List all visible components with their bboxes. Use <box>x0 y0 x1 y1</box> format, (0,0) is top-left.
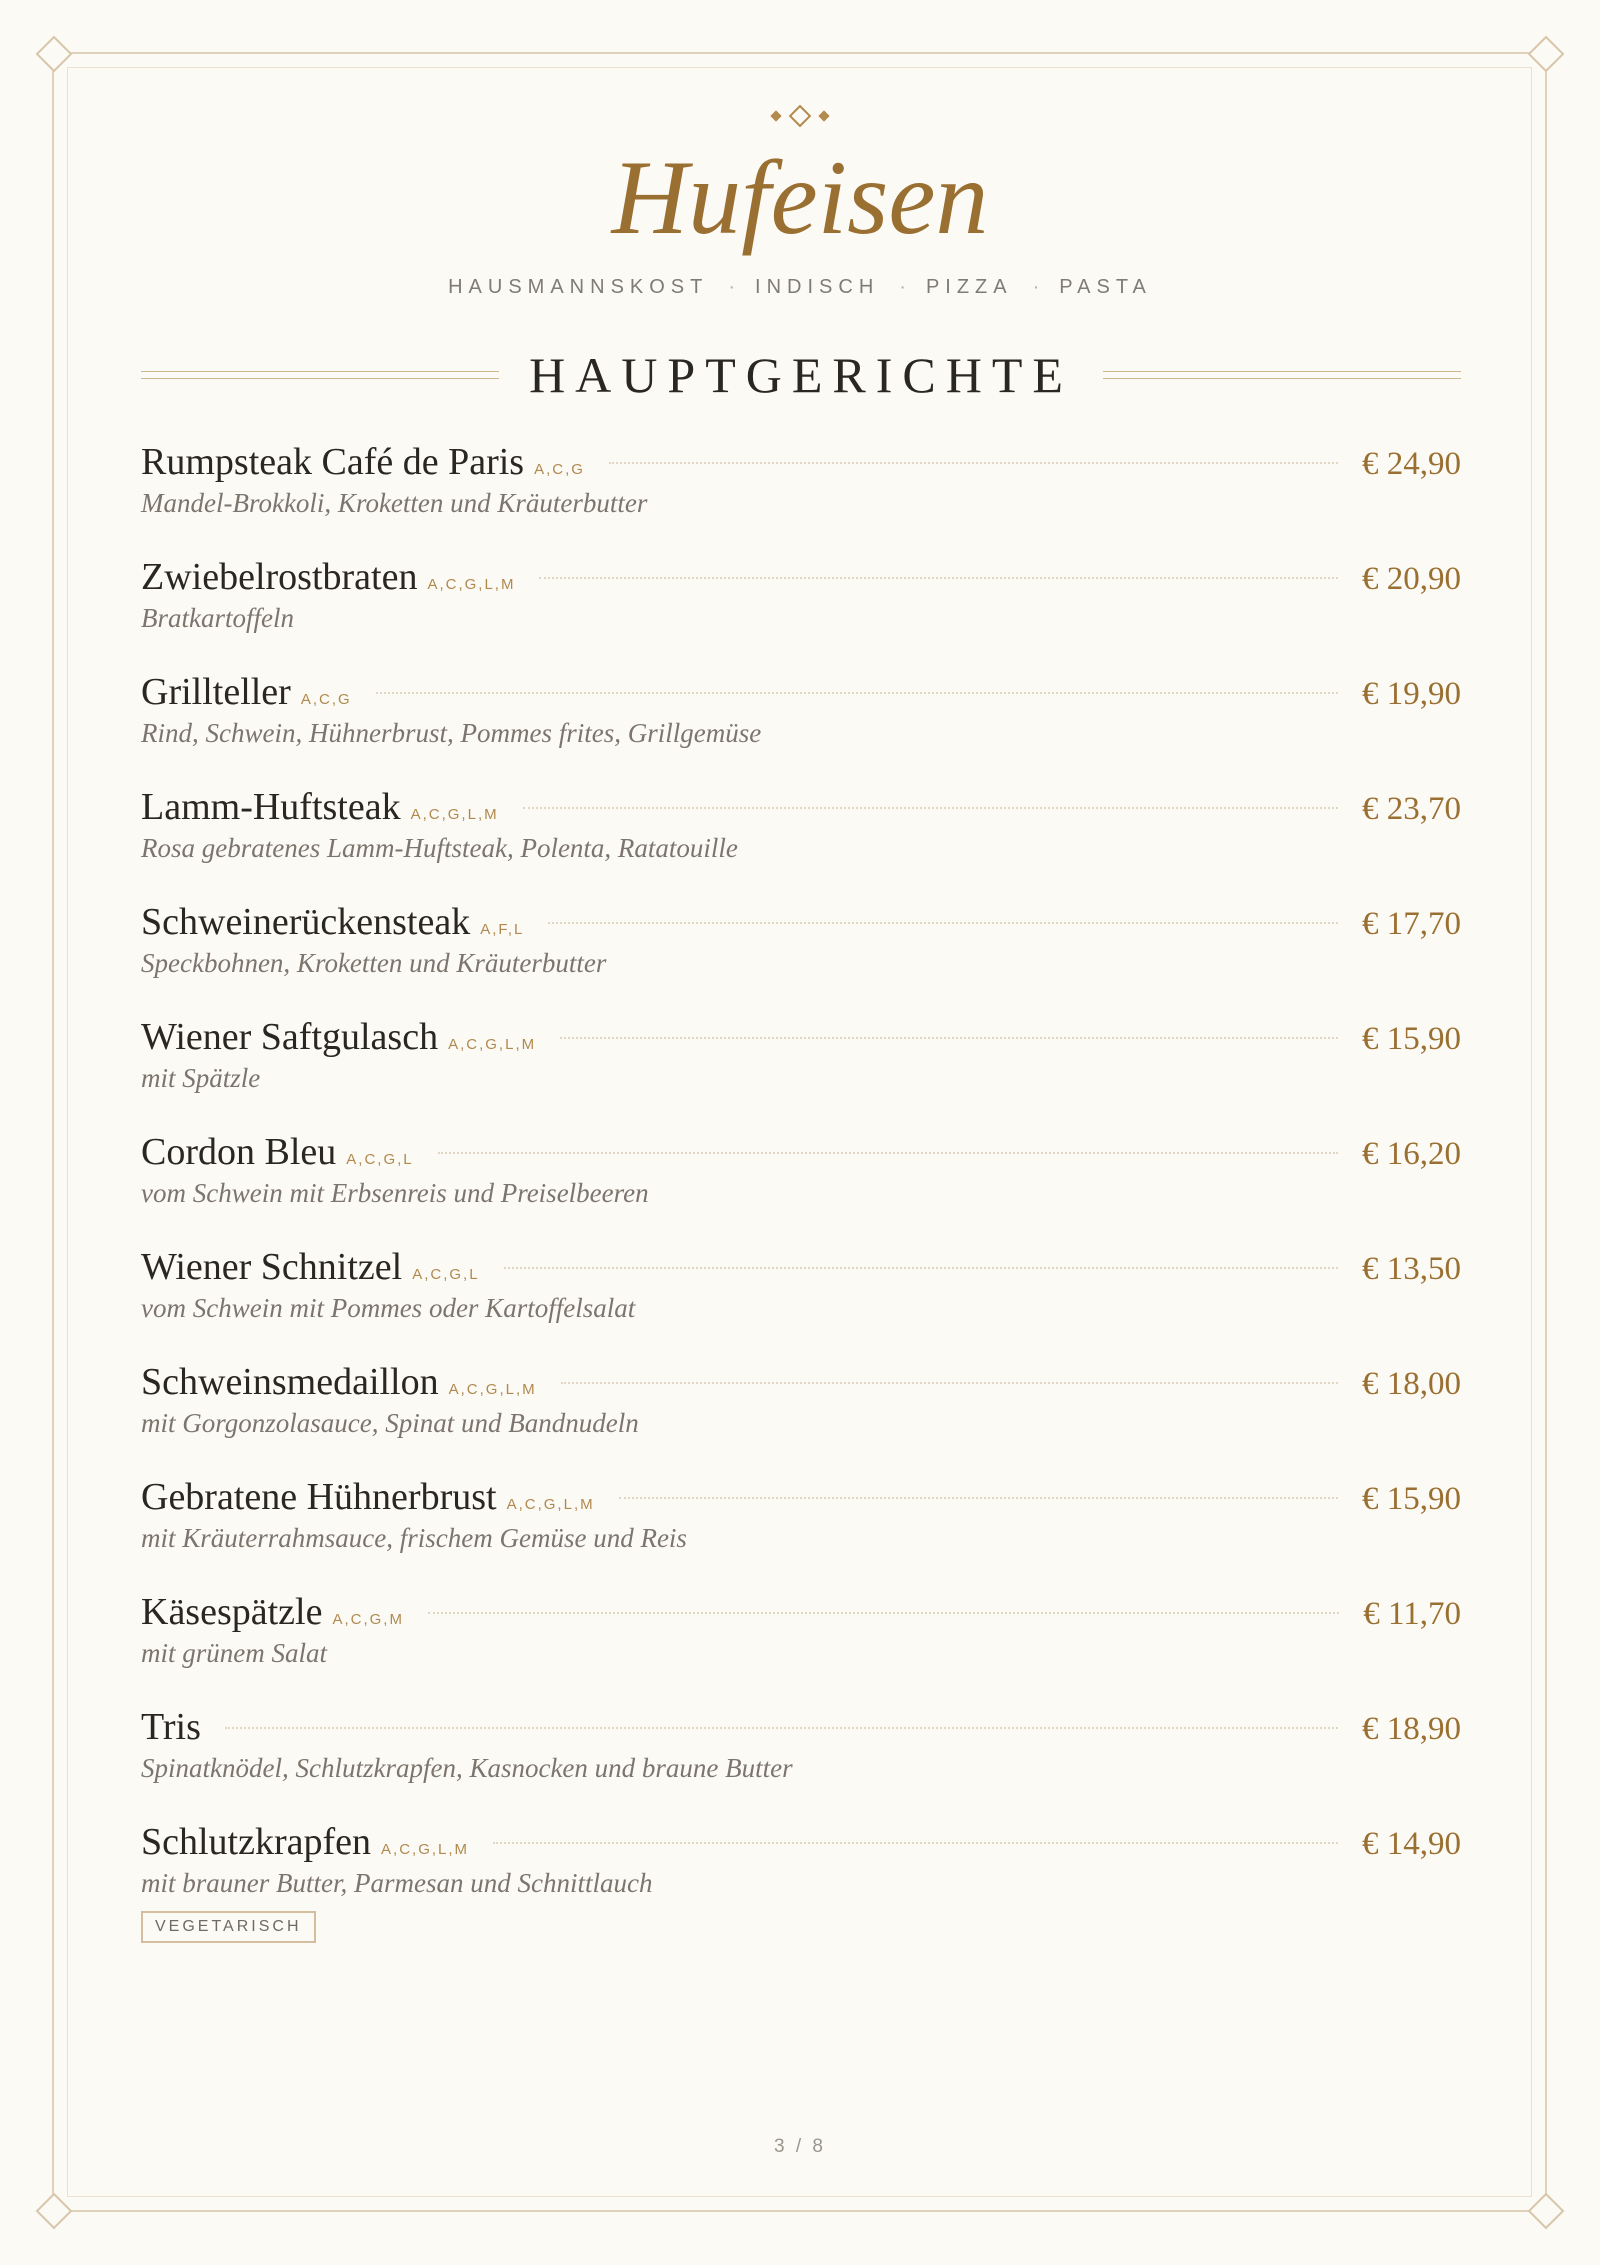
dotted-leader <box>548 922 1338 924</box>
restaurant-name: Hufeisen <box>611 139 989 256</box>
dish-price: € 15,90 <box>1362 1481 1461 1517</box>
dotted-leader <box>539 577 1338 579</box>
dish-name: Grillteller <box>141 671 291 713</box>
dotted-leader <box>523 807 1338 809</box>
dish-description: mit grünem Salat <box>141 1638 327 1668</box>
menu-item <box>141 1015 1461 1130</box>
dish-description: Rosa gebratenes Lamm-Huftsteak, Polenta, Ratatouille <box>141 833 738 863</box>
allergen-codes: A,C,G,L,M <box>427 576 516 593</box>
dish-description: mit Gorgonzolasauce, Spinat und Bandnudeln <box>141 1408 639 1438</box>
menu-item <box>141 1130 1461 1245</box>
dotted-leader <box>561 1382 1338 1384</box>
menu-item <box>141 670 1461 785</box>
dish-description: Rind, Schwein, Hühnerbrust, Pommes frites, Grillgemüse <box>141 718 762 748</box>
dish-description: mit Kräuterrahmsauce, frischem Gemüse und Reis <box>141 1523 687 1553</box>
menu-item <box>141 1475 1461 1590</box>
ornament-dot-icon <box>770 110 781 121</box>
menu-item <box>141 900 1461 1015</box>
allergen-codes: A,C,G <box>534 461 585 478</box>
dotted-leader <box>438 1152 1338 1154</box>
tagline-item: PASTA <box>1059 276 1152 298</box>
dish-description: mit Spätzle <box>141 1063 261 1093</box>
dotted-leader <box>560 1037 1338 1039</box>
menu-item <box>141 555 1461 670</box>
dish-price: € 13,50 <box>1362 1251 1461 1287</box>
menu-item <box>141 1705 1461 1820</box>
dotted-leader <box>225 1727 1338 1729</box>
dish-name: Lamm-Huftsteak <box>141 786 401 828</box>
dish-price: € 18,00 <box>1362 1366 1461 1402</box>
dish-description: Speckbohnen, Kroketten und Kräuterbutter <box>141 948 607 978</box>
section-header <box>141 340 1461 410</box>
menu-item-line <box>141 670 1461 714</box>
section-title: HAUPTGERICHTE <box>529 347 1073 403</box>
dish-name: Schweinerückensteak <box>141 901 471 943</box>
dish-description: vom Schwein mit Erbsenreis und Preiselbeeren <box>141 1178 649 1208</box>
dotted-leader <box>619 1497 1338 1499</box>
dish-description: mit brauner Butter, Parmesan und Schnittlauch <box>141 1868 653 1898</box>
menu-item <box>141 440 1461 555</box>
menu-item-line <box>141 785 1461 829</box>
divider <box>141 371 499 379</box>
menu-item <box>141 1820 1461 1935</box>
menu-item-line <box>141 1820 1461 1864</box>
vegetarian-badge: VEGETARISCH <box>141 1911 316 1943</box>
dish-price: € 11,70 <box>1363 1596 1461 1632</box>
dish-price: € 18,90 <box>1362 1711 1461 1747</box>
dish-description: vom Schwein mit Pommes oder Kartoffelsalat <box>141 1293 636 1323</box>
allergen-codes: A,C,G,L,M <box>448 1381 537 1398</box>
allergen-codes: A,C,G <box>300 691 352 708</box>
page-number: 3 / 8 <box>774 2136 826 2157</box>
dish-name: Zwiebelrostbraten <box>141 556 418 598</box>
dish-description: Bratkartoffeln <box>141 603 294 633</box>
dotted-leader <box>376 692 1338 694</box>
dish-name: Schweinsmedaillon <box>141 1361 439 1403</box>
dish-price: € 20,90 <box>1362 561 1461 597</box>
dish-price: € 15,90 <box>1362 1021 1461 1057</box>
menu-item <box>141 1245 1461 1360</box>
dish-description: Spinatknödel, Schlutzkrapfen, Kasnocken und braune Butter <box>141 1753 793 1783</box>
menu-item <box>141 1360 1461 1475</box>
allergen-codes: A,C,G,L <box>346 1151 414 1168</box>
allergen-codes: A,C,G,M <box>332 1611 404 1628</box>
tagline-separator: · <box>728 276 736 298</box>
tagline-item: INDISCH <box>755 276 880 298</box>
menu-item-line <box>141 1245 1461 1289</box>
dish-price: € 24,90 <box>1362 446 1461 482</box>
menu-item-line <box>141 1360 1461 1404</box>
tagline-item: HAUSMANNSKOST <box>448 276 709 298</box>
dish-price: € 19,90 <box>1362 676 1461 712</box>
dish-name: Rumpsteak Café de Paris <box>141 441 525 483</box>
divider <box>1103 371 1461 379</box>
header-ornament <box>0 108 1600 124</box>
menu-item <box>141 1590 1461 1705</box>
ornament-dot-icon <box>818 110 829 121</box>
menu-item-line <box>141 1590 1461 1634</box>
tagline <box>0 276 1600 299</box>
dotted-leader <box>428 1612 1339 1614</box>
dish-name: Schlutzkrapfen <box>141 1821 372 1863</box>
allergen-codes: A,C,G,L,M <box>381 1841 470 1858</box>
dish-name: Käsespätzle <box>141 1591 323 1633</box>
dish-price: € 17,70 <box>1362 906 1461 942</box>
dish-name: Wiener Saftgulasch <box>141 1016 439 1058</box>
menu-list <box>141 440 1461 1935</box>
menu-item-line <box>141 1130 1461 1174</box>
menu-item-line <box>141 1705 1461 1749</box>
dish-name: Cordon Bleu <box>141 1131 337 1173</box>
tagline-separator: · <box>1032 276 1040 298</box>
dish-price: € 23,70 <box>1362 791 1461 827</box>
menu-item-line <box>141 1015 1461 1059</box>
tagline-item: PIZZA <box>925 276 1013 298</box>
menu-item-line <box>141 555 1461 599</box>
allergen-codes: A,F,L <box>480 921 525 938</box>
dish-name: Wiener Schnitzel <box>141 1246 403 1288</box>
dotted-leader <box>493 1842 1338 1844</box>
dotted-leader <box>504 1267 1338 1269</box>
menu-item-line <box>141 1475 1461 1519</box>
dish-name: Tris <box>141 1706 201 1748</box>
dish-price: € 14,90 <box>1362 1826 1461 1862</box>
ornament-diamond-icon <box>789 105 812 128</box>
dish-price: € 16,20 <box>1362 1136 1461 1172</box>
tagline-separator: · <box>899 276 906 298</box>
allergen-codes: A,C,G,L <box>412 1266 480 1283</box>
allergen-codes: A,C,G,L,M <box>506 1496 595 1513</box>
dish-name: Gebratene Hühnerbrust <box>141 1476 497 1518</box>
menu-item-line <box>141 900 1461 944</box>
menu-item-line <box>141 440 1461 484</box>
allergen-codes: A,C,G,L,M <box>448 1036 537 1053</box>
dotted-leader <box>609 462 1338 464</box>
dish-description: Mandel-Brokkoli, Kroketten und Kräuterbutter <box>141 488 648 518</box>
menu-item <box>141 785 1461 900</box>
allergen-codes: A,C,G,L,M <box>410 806 499 823</box>
